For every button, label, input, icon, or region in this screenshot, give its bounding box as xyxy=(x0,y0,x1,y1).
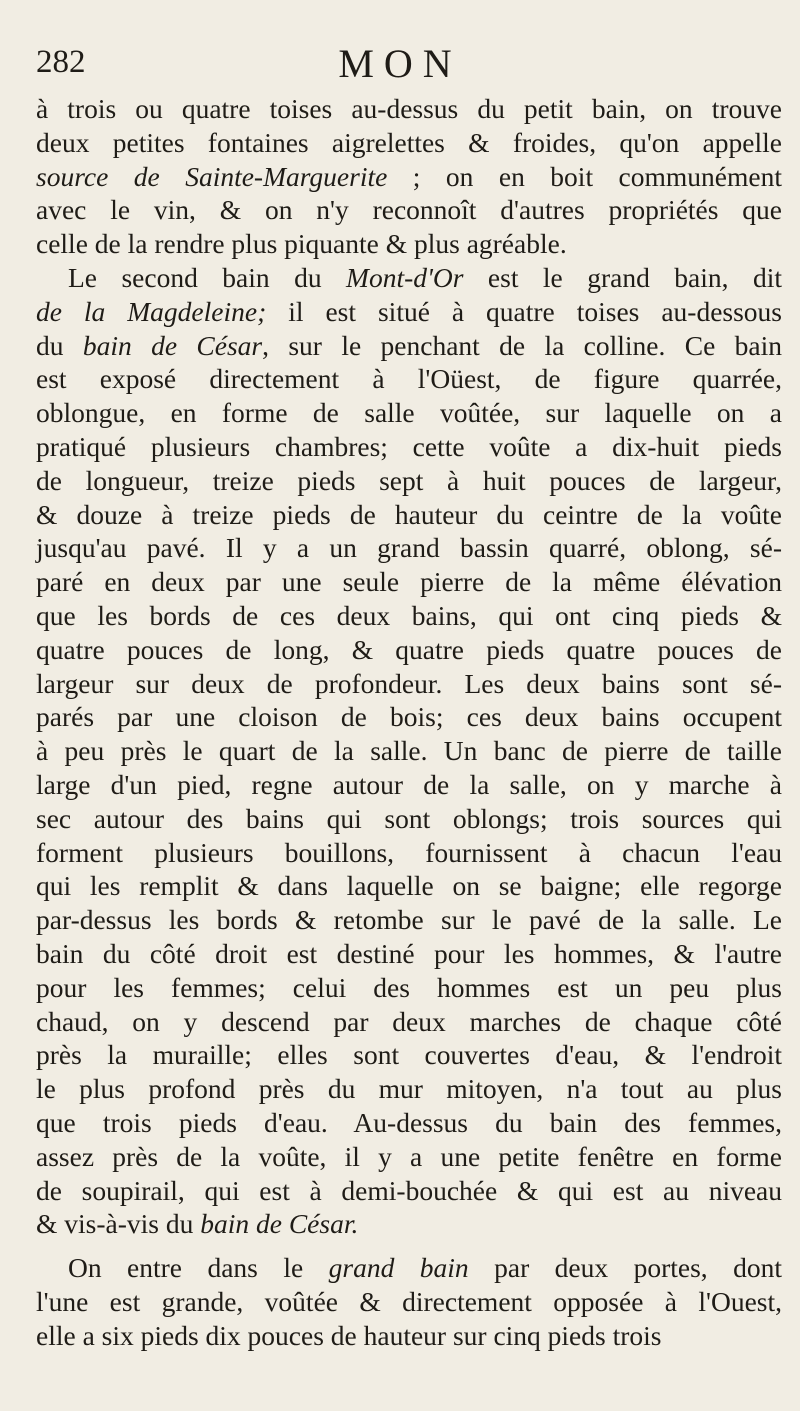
text-line xyxy=(36,430,782,464)
paragraph xyxy=(36,261,782,1241)
text-run: avec le vin, & on n'y reconnoît d'autres propriétés que xyxy=(36,194,782,226)
text-run: par-dessus les bords & retombe sur le pavé de la salle. Le xyxy=(36,904,782,936)
text-line xyxy=(36,1319,782,1353)
text-line xyxy=(36,734,782,768)
text-line xyxy=(36,633,782,667)
text-line xyxy=(36,126,782,160)
text-line xyxy=(36,261,782,295)
text-line xyxy=(36,802,782,836)
italic-text: grand bain xyxy=(328,1252,469,1284)
text-line xyxy=(36,1005,782,1039)
text-run: oblongue, en forme de salle voûtée, sur laquelle on a xyxy=(36,397,782,429)
paragraph-gap xyxy=(36,1241,782,1251)
text-run: qui les remplit & dans laquelle on se baigne; elle regorge xyxy=(36,870,782,902)
text-line xyxy=(36,1140,782,1174)
text-run: celle de la rendre plus piquante & plus agréable. xyxy=(36,228,567,260)
text-run: jusqu'au pavé. Il y a un grand bassin quarré, oblong, sé- xyxy=(36,532,782,564)
page-body xyxy=(36,92,782,1352)
text-run: est exposé directement à l'Oüest, de figure quarrée, xyxy=(36,363,782,395)
text-run: que trois pieds d'eau. Au-dessus du bain des femmes, xyxy=(36,1106,782,1138)
text-line xyxy=(36,1251,782,1285)
text-run: le plus profond près du mur mitoyen, n'a tout au plus xyxy=(36,1073,782,1105)
text-run: Le second bain du xyxy=(68,261,347,293)
text-line xyxy=(36,92,782,126)
text-line xyxy=(36,1207,782,1241)
text-line xyxy=(36,329,782,363)
text-run: parés par une cloison de bois; ces deux bains occupent xyxy=(36,701,782,733)
text-line xyxy=(36,531,782,565)
text-run: pratiqué plusieurs chambres; cette voûte a dix-huit pieds xyxy=(36,430,782,462)
text-line xyxy=(36,498,782,532)
text-line xyxy=(36,362,782,396)
text-run: largeur sur deux de profondeur. Les deux bains sont sé- xyxy=(36,667,782,699)
text-line xyxy=(36,227,782,261)
text-run: deux petites fontaines aigrelettes & froides, qu'on appelle xyxy=(36,126,782,158)
text-line xyxy=(36,160,782,194)
text-run: est le grand bain, dit xyxy=(463,261,782,293)
running-head: MON xyxy=(338,41,462,86)
text-run: par deux portes, dont xyxy=(468,1252,783,1284)
text-line xyxy=(36,903,782,937)
text-run: large d'un pied, regne autour de la salle, on y marche à xyxy=(36,768,782,800)
text-line xyxy=(36,1072,782,1106)
text-run: de soupirail, qui est à demi-bouchée & qui est au niveau xyxy=(36,1174,782,1206)
text-run: bain du côté droit est destiné pour les hommes, & l'autre xyxy=(36,937,782,969)
text-run: chaud, on y descend par deux marches de chaque côté xyxy=(36,1005,782,1037)
text-run: l'une est grande, voûtée & directement opposée à l'Ouest, xyxy=(36,1285,782,1317)
text-line xyxy=(36,396,782,430)
text-run: , sur le penchant de la colline. Ce bain xyxy=(262,329,782,361)
text-line xyxy=(36,1106,782,1140)
text-run: pour les femmes; celui des hommes est un peu plus xyxy=(36,971,782,1003)
text-line xyxy=(36,768,782,802)
text-run: sec autour des bains qui sont oblongs; trois sources qui xyxy=(36,802,782,834)
italic-text: bain de César xyxy=(82,329,263,361)
text-run: & vis-à-vis du xyxy=(36,1208,201,1240)
text-run: forment plusieurs bouillons, fournissent à chacun l'eau xyxy=(36,836,782,868)
text-line xyxy=(36,971,782,1005)
paragraph xyxy=(36,1251,782,1352)
text-run: que les bords de ces deux bains, qui ont cinq pieds & xyxy=(36,599,782,631)
text-run: du xyxy=(36,329,83,361)
page-header xyxy=(36,40,764,90)
italic-text: bain de César. xyxy=(200,1208,359,1240)
text-run: assez près de la voûte, il y a une petite fenêtre en forme xyxy=(36,1140,782,1172)
text-run: à peu près le quart de la salle. Un banc de pierre de taille xyxy=(36,735,782,767)
text-run: près la muraille; elles sont couvertes d'eau, & l'endroit xyxy=(36,1039,782,1071)
text-line xyxy=(36,193,782,227)
text-line xyxy=(36,1038,782,1072)
text-line xyxy=(36,464,782,498)
text-run: elle a six pieds dix pouces de hauteur sur cinq pieds trois xyxy=(36,1319,662,1351)
text-line xyxy=(36,1174,782,1208)
text-line xyxy=(36,1285,782,1319)
text-run: paré en deux par une seule pierre de la même élévation xyxy=(36,566,782,598)
text-line xyxy=(36,667,782,701)
text-run: On entre dans le xyxy=(68,1252,329,1284)
text-run: de longueur, treize pieds sept à huit pouces de largeur, xyxy=(36,464,782,496)
text-line xyxy=(36,565,782,599)
text-line xyxy=(36,599,782,633)
text-run: il est situé à quatre toises au-dessous xyxy=(266,295,783,327)
text-line xyxy=(36,869,782,903)
page-number: 282 xyxy=(36,44,86,80)
italic-text: Mont-d'Or xyxy=(346,261,464,293)
text-line xyxy=(36,700,782,734)
text-line xyxy=(36,937,782,971)
text-line xyxy=(36,836,782,870)
text-run: à trois ou quatre toises au-dessus du petit bain, on trouve xyxy=(36,93,782,124)
text-run: & douze à treize pieds de hauteur du ceintre de la voûte xyxy=(36,498,782,530)
italic-text: de la Magdeleine; xyxy=(36,295,267,327)
text-line xyxy=(36,295,782,329)
text-run: quatre pouces de long, & quatre pieds quatre pouces de xyxy=(36,633,782,665)
text-run: ; on en boit communément xyxy=(387,160,782,192)
paragraph xyxy=(36,92,782,261)
italic-text: source de Sainte-Marguerite xyxy=(36,160,388,192)
